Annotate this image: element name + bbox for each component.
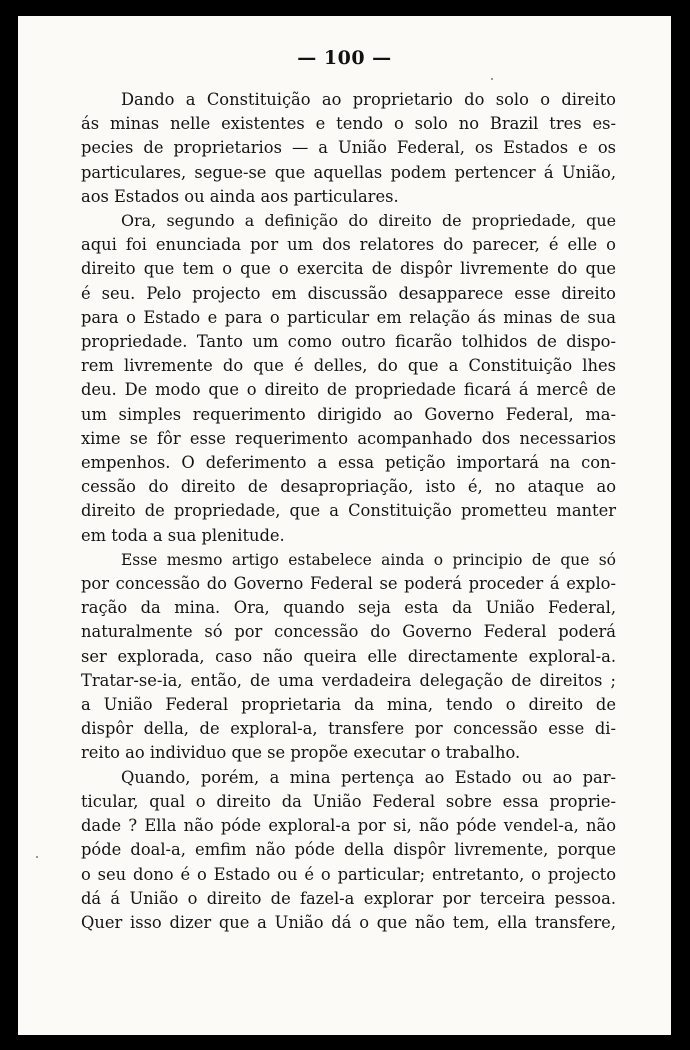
book-page — [18, 16, 671, 1035]
body-text — [81, 88, 616, 935]
paragraph-4 — [81, 766, 616, 935]
text-line: ás minas nelle existentes e tendo o solo no Brazil tres es- — [81, 114, 616, 134]
text-line: para o Estado e para o particular em relação ás minas de sua — [81, 307, 616, 327]
text-line: Dando a Constituição ao proprietario do solo o direito — [121, 90, 616, 109]
text-line: reito ao individuo que se propõe executar o trabalho. — [81, 743, 521, 763]
text-line: naturalmente só por concessão do Governo Federal poderá — [81, 622, 616, 642]
text-line: é seu. Pelo projecto em discussão desapparece esse direito — [81, 283, 616, 303]
text-line: direito de propriedade, que a Constituição prometteu manter — [81, 501, 616, 521]
text-line: deu. De modo que o direito de propriedade ficará á mercê de — [81, 380, 616, 400]
text-line: empenhos. O deferimento a essa petição importará na con- — [81, 453, 616, 473]
text-line: Esse mesmo artigo estabelece ainda o principio de que só — [121, 550, 616, 569]
text-line: a União Federal proprietaria da mina, tendo o direito de — [81, 695, 616, 715]
text-line: cessão do direito de desapropriação, isto é, no ataque ao — [81, 477, 616, 497]
text-line: ser explorada, caso não queira elle directamente exploral-a. — [81, 646, 616, 666]
text-line: direito que tem o que o exercita de dispôr livremente do que — [81, 259, 616, 279]
text-line: pecies de proprietarios — a União Federal, os Estados e os — [81, 138, 616, 158]
text-line: por concessão do Governo Federal se poderá proceder á explo- — [81, 574, 616, 594]
text-line: um simples requerimento dirigido ao Governo Federal, ma- — [81, 404, 616, 424]
text-line: Tratar-se-ia, então, de uma verdadeira delegação de direitos ; — [81, 670, 616, 690]
text-line: rem livremente do que é delles, do que a Constituição lhes — [81, 356, 616, 376]
text-line: xime se fôr esse requerimento acompanhado dos necessarios — [81, 428, 616, 448]
text-line: póde doal-a, emfim não póde della dispôr livremente, porque — [81, 840, 616, 860]
paragraph-1 — [81, 88, 616, 209]
text-line: Ora, segundo a definição do direito de propriedade, que — [121, 211, 616, 231]
text-line: em toda a sua plenitude. — [81, 525, 285, 545]
text-line: Quando, porém, a mina pertença ao Estado ou ao par- — [121, 767, 616, 787]
text-line: dispôr della, de exploral-a, transfere por concessão esse di- — [81, 719, 616, 739]
page-number: — 100 — — [297, 47, 392, 69]
text-line: o seu dono é o Estado ou é o particular; entretanto, o projecto — [81, 864, 616, 884]
text-line: dá á União o direito de fazel-a explorar por terceira pessoa. — [81, 888, 616, 908]
paper-speck — [36, 856, 38, 858]
text-line: aqui foi enunciada por um dos relatores do parecer, é elle o — [81, 235, 616, 255]
text-line: Quer isso dizer que a União dá o que não tem, ella transfere, — [81, 912, 616, 932]
paragraph-2 — [81, 209, 616, 548]
text-line: aos Estados ou ainda aos particulares. — [81, 186, 399, 206]
text-line: ração da mina. Ora, quando seja esta da União Federal, — [81, 598, 616, 618]
paper-speck — [491, 78, 493, 80]
text-line: propriedade. Tanto um como outro ficarão tolhidos de dispo- — [81, 332, 616, 352]
paragraph-3 — [81, 548, 616, 766]
text-line: particulares, segue-se que aquellas podem pertencer á União, — [81, 162, 616, 182]
text-line: dade ? Ella não póde exploral-a por si, não póde vendel-a, não — [81, 816, 616, 836]
text-line: ticular, qual o direito da União Federal sobre essa proprie- — [81, 791, 616, 811]
